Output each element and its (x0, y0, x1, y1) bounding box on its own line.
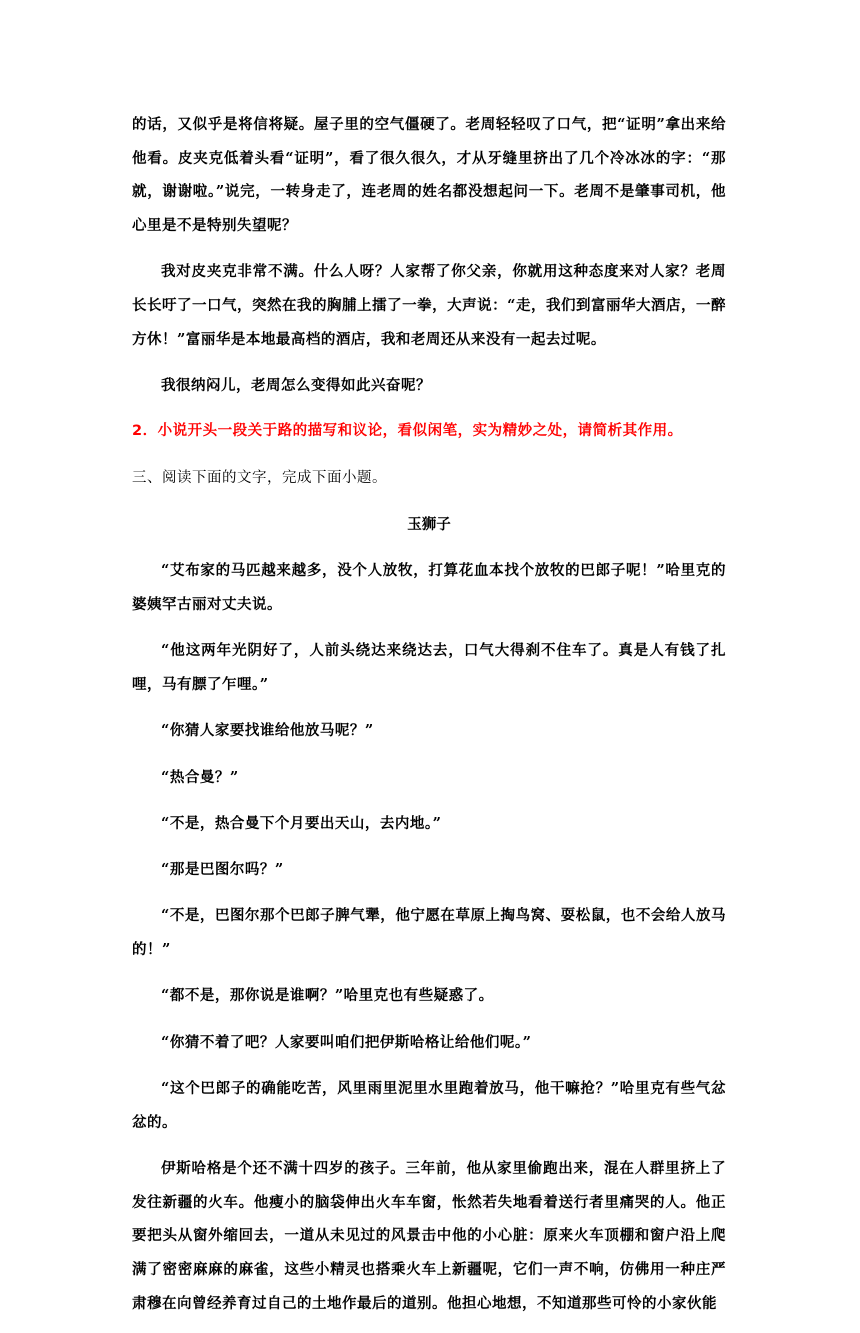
story-paragraph: “这个巴郎子的确能吃苦，风里雨里泥里水里跑着放马，他干嘛抢？”哈里克有些气忿忿的。 (132, 1080, 726, 1131)
story-title: 玉狮子 (407, 516, 451, 533)
section-heading: 三、阅读下面的文字，完成下面小题。 (132, 469, 387, 486)
story-paragraph: “艾布家的马匹越来越多，没个人放牧，打算花血本找个放牧的巴郎子呢！”哈里克的婆姨罕古丽对丈夫说。 (132, 562, 726, 613)
story-paragraph: “热合曼？” (161, 768, 239, 786)
story-paragraph: “你猜人家要找谁给他放马呢？” (161, 722, 374, 740)
story-paragraph: “那是巴图尔吗？” (161, 861, 284, 879)
paragraph-prev-3: 我很纳闷儿，老周怎么变得如此兴奋呢？ (161, 377, 431, 395)
paragraph-prev-2: 我对皮夹克非常不满。什么人呀？人家帮了你父亲，你就用这种态度来对人家？老周长长吁了一口气，突然在我的胸脯上擂了一拳，大声说：“走，我们到富丽华大酒店，一醉方休！”富丽华是本地最高档的酒店，我和老周还从来没有一起去过呢。 (132, 263, 726, 348)
question-2: 2．小说开头一段关于路的描写和议论，看似闲笔，实为精妙之处，请简析其作用。 (132, 423, 683, 440)
story-paragraph: “你猜不着了吧？人家要叫咱们把伊斯哈格让给他们呢。” (161, 1033, 532, 1051)
story-paragraph: 伊斯哈格是个还不满十四岁的孩子。三年前，他从家里偷跑出来，混在人群里挤上了发往新疆的火车。他瘦小的脑袋伸出火车车窗，怅然若失地看着送行者里痛哭的人。他正要把头从窗外缩回去，一道从未见过的风景击中他的小心脏：原来火车顶棚和窗户沿上爬满了密密麻麻的麻雀，这些小精灵也搭乘火车上新疆呢，它们一声不响，仿佛用一种庄严肃穆在向曾经养育过自己的土地作最后的道别。他担心地想，不知道那些可怜的小家伙能 (132, 1160, 726, 1312)
story-paragraph: “不是，热合曼下个月要出天山，去内地。” (161, 814, 442, 832)
document-page (132, 108, 726, 1333)
story-paragraph: “都不是，那你说是谁啊？”哈里克也有些疑惑了。 (161, 987, 494, 1005)
paragraph-prev-1: 的话，又似乎是将信将疑。屋子里的空气僵硬了。老周轻轻叹了口气，把“证明”拿出来给他看。皮夹克低着头看“证明”，看了很久很久，才从牙缝里挤出了几个冷冰冰的字：“那就，谢谢啦。”说完，一转身走了，连老周的姓名都没想起问一下。老周不是肇事司机，他心里是不是特别失望呢？ (132, 116, 726, 235)
story-paragraph: “不是，巴图尔那个巴郎子脾气犟，他宁愿在草原上掏鸟窝、耍松鼠，也不会给人放马的！” (132, 907, 726, 959)
story-paragraph: “他这两年光阴好了，人前头绕达来绕达去，口气大得刹不住车了。真是人有钱了扎哩，马有膘了乍哩。” (132, 642, 726, 693)
